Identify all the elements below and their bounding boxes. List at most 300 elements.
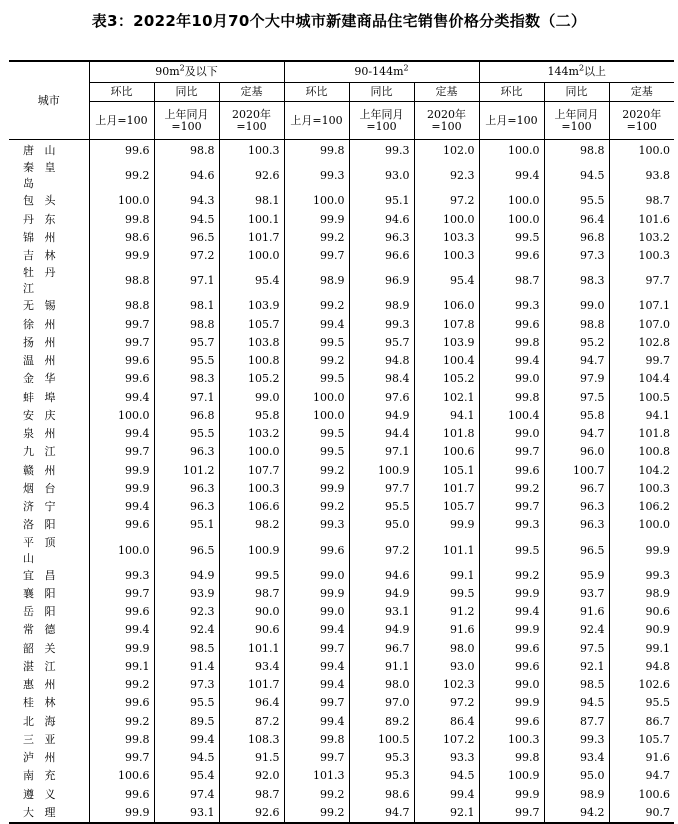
index-value-cell: 100.0 bbox=[609, 140, 674, 161]
base-header-last-month: 上月=100 bbox=[89, 102, 154, 140]
index-value-cell: 99.1 bbox=[414, 567, 479, 585]
index-value-cell: 97.0 bbox=[349, 694, 414, 712]
index-value-cell: 100.6 bbox=[89, 767, 154, 785]
index-value-cell: 101.8 bbox=[609, 425, 674, 443]
city-cell: 扬州 bbox=[23, 335, 56, 349]
index-value-cell: 94.7 bbox=[544, 352, 609, 370]
index-value-cell: 100.0 bbox=[219, 247, 284, 265]
index-value-cell: 98.1 bbox=[154, 297, 219, 315]
index-value-cell: 99.5 bbox=[284, 443, 349, 461]
index-value-cell: 99.3 bbox=[89, 567, 154, 585]
index-value-cell: 99.6 bbox=[479, 713, 544, 731]
index-value-cell: 93.0 bbox=[414, 658, 479, 676]
index-value-cell: 99.1 bbox=[89, 658, 154, 676]
index-value-cell: 99.9 bbox=[284, 211, 349, 229]
city-cell: 秦皇岛 bbox=[23, 161, 56, 191]
index-value-cell: 106.0 bbox=[414, 297, 479, 315]
table-header bbox=[9, 61, 674, 140]
index-value-cell: 96.7 bbox=[349, 640, 414, 658]
index-value-cell: 97.5 bbox=[544, 640, 609, 658]
index-value-cell: 101.8 bbox=[414, 425, 479, 443]
index-value-cell: 94.2 bbox=[544, 804, 609, 823]
index-value-cell: 99.7 bbox=[479, 498, 544, 516]
index-value-cell: 100.3 bbox=[609, 247, 674, 265]
index-value-cell: 99.4 bbox=[284, 676, 349, 694]
index-value-cell: 100.5 bbox=[609, 389, 674, 407]
table-row bbox=[9, 370, 674, 388]
index-value-cell: 99.3 bbox=[349, 140, 414, 161]
index-value-cell: 99.6 bbox=[479, 462, 544, 480]
index-value-cell: 101.2 bbox=[154, 462, 219, 480]
index-value-cell: 96.3 bbox=[154, 443, 219, 461]
sub-header-mom: 环比 bbox=[284, 83, 349, 102]
index-value-cell: 99.4 bbox=[89, 389, 154, 407]
index-value-cell: 98.3 bbox=[154, 370, 219, 388]
index-value-cell: 100.1 bbox=[219, 211, 284, 229]
index-value-cell: 96.4 bbox=[219, 694, 284, 712]
index-value-cell: 92.4 bbox=[154, 621, 219, 639]
index-value-cell: 103.8 bbox=[219, 334, 284, 352]
sub-header-mom: 环比 bbox=[479, 83, 544, 102]
index-value-cell: 94.6 bbox=[154, 160, 219, 192]
index-value-cell: 100.5 bbox=[349, 731, 414, 749]
index-value-cell: 100.0 bbox=[414, 211, 479, 229]
index-value-cell: 98.9 bbox=[349, 297, 414, 315]
index-value-cell: 100.0 bbox=[284, 407, 349, 425]
index-value-cell: 92.1 bbox=[414, 804, 479, 823]
index-value-cell: 99.5 bbox=[284, 334, 349, 352]
index-value-cell: 99.5 bbox=[284, 370, 349, 388]
index-value-cell: 98.9 bbox=[284, 265, 349, 297]
index-value-cell: 105.2 bbox=[219, 370, 284, 388]
index-value-cell: 100.4 bbox=[414, 352, 479, 370]
city-cell: 泸州 bbox=[23, 751, 56, 765]
index-value-cell: 94.9 bbox=[349, 585, 414, 603]
index-value-cell: 94.7 bbox=[349, 804, 414, 823]
city-cell: 济宁 bbox=[23, 500, 56, 514]
city-cell: 烟台 bbox=[23, 481, 56, 495]
index-value-cell: 96.9 bbox=[349, 265, 414, 297]
index-value-cell: 92.6 bbox=[219, 804, 284, 823]
city-cell: 徐州 bbox=[23, 317, 56, 331]
table-row bbox=[9, 160, 674, 192]
index-value-cell: 99.4 bbox=[89, 425, 154, 443]
index-value-cell: 94.5 bbox=[414, 767, 479, 785]
index-value-cell: 99.4 bbox=[414, 786, 479, 804]
index-value-cell: 95.2 bbox=[544, 334, 609, 352]
sub-header-fixed-base: 定基 bbox=[609, 83, 674, 102]
index-value-cell: 102.8 bbox=[609, 334, 674, 352]
table-row bbox=[9, 694, 674, 712]
sub-header-fixed-base: 定基 bbox=[414, 83, 479, 102]
index-value-cell: 99.0 bbox=[479, 676, 544, 694]
index-value-cell: 93.4 bbox=[219, 658, 284, 676]
index-value-cell: 101.6 bbox=[609, 211, 674, 229]
index-value-cell: 95.5 bbox=[154, 694, 219, 712]
index-value-cell: 100.0 bbox=[89, 407, 154, 425]
index-value-cell: 99.4 bbox=[479, 160, 544, 192]
index-value-cell: 97.7 bbox=[349, 480, 414, 498]
city-cell: 韶关 bbox=[23, 641, 56, 655]
index-value-cell: 86.7 bbox=[609, 713, 674, 731]
index-value-cell: 99.8 bbox=[479, 334, 544, 352]
index-value-cell: 99.6 bbox=[89, 694, 154, 712]
index-value-cell: 98.2 bbox=[219, 516, 284, 534]
index-value-cell: 99.4 bbox=[479, 603, 544, 621]
index-value-cell: 94.7 bbox=[609, 767, 674, 785]
index-value-cell: 99.9 bbox=[89, 480, 154, 498]
table-row bbox=[9, 676, 674, 694]
index-value-cell: 94.9 bbox=[349, 621, 414, 639]
index-value-cell: 107.1 bbox=[609, 297, 674, 315]
index-value-cell: 100.4 bbox=[479, 407, 544, 425]
index-value-cell: 87.2 bbox=[219, 713, 284, 731]
index-value-cell: 93.0 bbox=[349, 160, 414, 192]
index-value-cell: 104.4 bbox=[609, 370, 674, 388]
index-value-cell: 99.5 bbox=[479, 535, 544, 567]
index-value-cell: 100.0 bbox=[219, 443, 284, 461]
city-cell: 包头 bbox=[23, 194, 56, 208]
city-cell: 金华 bbox=[23, 372, 56, 386]
index-value-cell: 99.6 bbox=[479, 658, 544, 676]
index-value-cell: 93.3 bbox=[414, 749, 479, 767]
index-value-cell: 99.2 bbox=[89, 676, 154, 694]
index-value-cell: 105.2 bbox=[414, 370, 479, 388]
index-value-cell: 102.3 bbox=[414, 676, 479, 694]
index-value-cell: 95.5 bbox=[609, 694, 674, 712]
index-value-cell: 99.7 bbox=[284, 694, 349, 712]
index-value-cell: 99.7 bbox=[284, 749, 349, 767]
index-value-cell: 96.5 bbox=[544, 535, 609, 567]
index-value-cell: 100.0 bbox=[284, 389, 349, 407]
index-value-cell: 105.7 bbox=[414, 498, 479, 516]
index-value-cell: 103.2 bbox=[609, 229, 674, 247]
table-row bbox=[9, 640, 674, 658]
table-row bbox=[9, 804, 674, 823]
index-value-cell: 99.3 bbox=[479, 297, 544, 315]
index-value-cell: 97.6 bbox=[349, 389, 414, 407]
table-row bbox=[9, 585, 674, 603]
table-row bbox=[9, 140, 674, 161]
table-row bbox=[9, 786, 674, 804]
base-header-last-year: 上年同月=100 bbox=[154, 102, 219, 140]
index-value-cell: 108.3 bbox=[219, 731, 284, 749]
city-cell: 南充 bbox=[23, 769, 56, 783]
index-value-cell: 100.0 bbox=[479, 211, 544, 229]
city-cell: 大理 bbox=[23, 805, 56, 819]
index-value-cell: 98.7 bbox=[219, 786, 284, 804]
index-value-cell: 94.1 bbox=[414, 407, 479, 425]
index-value-cell: 99.4 bbox=[284, 658, 349, 676]
index-value-cell: 97.1 bbox=[154, 265, 219, 297]
index-value-cell: 96.3 bbox=[349, 229, 414, 247]
index-value-cell: 91.5 bbox=[219, 749, 284, 767]
index-value-cell: 99.7 bbox=[89, 316, 154, 334]
index-value-cell: 97.3 bbox=[154, 676, 219, 694]
index-value-cell: 100.6 bbox=[414, 443, 479, 461]
index-value-cell: 92.6 bbox=[219, 160, 284, 192]
index-value-cell: 95.4 bbox=[154, 767, 219, 785]
index-value-cell: 99.4 bbox=[284, 316, 349, 334]
index-value-cell: 92.4 bbox=[544, 621, 609, 639]
index-value-cell: 98.3 bbox=[544, 265, 609, 297]
table-row bbox=[9, 229, 674, 247]
sub-header-yoy: 同比 bbox=[154, 83, 219, 102]
index-value-cell: 91.2 bbox=[414, 603, 479, 621]
index-value-cell: 101.7 bbox=[414, 480, 479, 498]
index-value-cell: 98.8 bbox=[89, 265, 154, 297]
index-value-cell: 99.4 bbox=[154, 731, 219, 749]
index-value-cell: 97.9 bbox=[544, 370, 609, 388]
index-value-cell: 98.7 bbox=[219, 585, 284, 603]
index-value-cell: 101.7 bbox=[219, 676, 284, 694]
index-value-cell: 98.9 bbox=[544, 786, 609, 804]
index-value-cell: 99.2 bbox=[284, 786, 349, 804]
index-value-cell: 100.9 bbox=[349, 462, 414, 480]
table-row bbox=[9, 352, 674, 370]
index-value-cell: 99.5 bbox=[414, 585, 479, 603]
index-value-cell: 102.1 bbox=[414, 389, 479, 407]
index-value-cell: 95.8 bbox=[544, 407, 609, 425]
index-value-cell: 100.0 bbox=[89, 535, 154, 567]
index-value-cell: 95.7 bbox=[349, 334, 414, 352]
index-value-cell: 99.2 bbox=[284, 498, 349, 516]
index-value-cell: 100.6 bbox=[609, 786, 674, 804]
group-header-medium: $90-144m^2$ bbox=[284, 61, 479, 83]
group-header-large: $144m^2$以上 bbox=[479, 61, 674, 83]
sub-header-mom: 环比 bbox=[89, 83, 154, 102]
index-value-cell: 95.4 bbox=[219, 265, 284, 297]
city-cell: 遵义 bbox=[23, 787, 56, 801]
table-row bbox=[9, 334, 674, 352]
base-header-last-year: 上年同月=100 bbox=[349, 102, 414, 140]
index-value-cell: 100.8 bbox=[219, 352, 284, 370]
index-value-cell: 94.8 bbox=[349, 352, 414, 370]
index-value-cell: 100.0 bbox=[609, 516, 674, 534]
index-value-cell: 98.8 bbox=[544, 316, 609, 334]
table-row bbox=[9, 389, 674, 407]
index-value-cell: 107.7 bbox=[219, 462, 284, 480]
index-value-cell: 96.0 bbox=[544, 443, 609, 461]
index-value-cell: 95.0 bbox=[544, 767, 609, 785]
index-value-cell: 99.2 bbox=[89, 160, 154, 192]
index-value-cell: 90.0 bbox=[219, 603, 284, 621]
index-value-cell: 99.0 bbox=[284, 567, 349, 585]
table-row bbox=[9, 480, 674, 498]
city-cell: 北海 bbox=[23, 714, 56, 728]
index-value-cell: 94.5 bbox=[544, 694, 609, 712]
index-value-cell: 99.6 bbox=[89, 516, 154, 534]
index-value-cell: 100.3 bbox=[219, 480, 284, 498]
index-value-cell: 95.3 bbox=[349, 749, 414, 767]
index-value-cell: 96.5 bbox=[154, 535, 219, 567]
index-value-cell: 97.5 bbox=[544, 389, 609, 407]
index-value-cell: 99.7 bbox=[284, 247, 349, 265]
city-cell: 桂林 bbox=[23, 696, 56, 710]
index-value-cell: 99.9 bbox=[284, 480, 349, 498]
index-value-cell: 99.6 bbox=[89, 140, 154, 161]
index-value-cell: 99.7 bbox=[89, 749, 154, 767]
table-row bbox=[9, 297, 674, 315]
index-value-cell: 98.4 bbox=[349, 370, 414, 388]
index-value-cell: 99.4 bbox=[89, 498, 154, 516]
index-value-cell: 96.4 bbox=[544, 211, 609, 229]
index-value-cell: 89.2 bbox=[349, 713, 414, 731]
index-value-cell: 96.6 bbox=[349, 247, 414, 265]
index-value-cell: 100.3 bbox=[609, 480, 674, 498]
index-value-cell: 96.3 bbox=[544, 498, 609, 516]
index-value-cell: 99.6 bbox=[89, 352, 154, 370]
index-value-cell: 99.0 bbox=[219, 389, 284, 407]
index-value-cell: 92.3 bbox=[414, 160, 479, 192]
index-value-cell: 99.9 bbox=[609, 535, 674, 567]
table-row bbox=[9, 713, 674, 731]
city-cell: 九江 bbox=[23, 445, 56, 459]
city-cell: 无锡 bbox=[23, 299, 56, 313]
index-value-cell: 94.7 bbox=[544, 425, 609, 443]
index-value-cell: 93.1 bbox=[154, 804, 219, 823]
city-cell: 温州 bbox=[23, 354, 56, 368]
index-value-cell: 99.7 bbox=[89, 585, 154, 603]
table-row bbox=[9, 535, 674, 567]
index-value-cell: 100.3 bbox=[479, 731, 544, 749]
index-value-cell: 105.1 bbox=[414, 462, 479, 480]
index-value-cell: 95.9 bbox=[544, 567, 609, 585]
index-value-cell: 96.8 bbox=[544, 229, 609, 247]
index-value-cell: 100.9 bbox=[479, 767, 544, 785]
index-value-cell: 99.3 bbox=[544, 731, 609, 749]
index-value-cell: 98.8 bbox=[154, 316, 219, 334]
index-value-cell: 100.0 bbox=[479, 192, 544, 210]
index-value-cell: 99.7 bbox=[284, 640, 349, 658]
index-value-cell: 107.8 bbox=[414, 316, 479, 334]
index-value-cell: 105.7 bbox=[219, 316, 284, 334]
city-cell: 常德 bbox=[23, 623, 56, 637]
index-value-cell: 102.0 bbox=[414, 140, 479, 161]
index-value-cell: 98.5 bbox=[154, 640, 219, 658]
index-value-cell: 98.1 bbox=[219, 192, 284, 210]
index-value-cell: 101.1 bbox=[414, 535, 479, 567]
city-cell: 锦州 bbox=[23, 230, 56, 244]
city-cell: 惠州 bbox=[23, 678, 56, 692]
index-value-cell: 99.4 bbox=[479, 352, 544, 370]
index-value-cell: 95.1 bbox=[349, 192, 414, 210]
index-value-cell: 97.2 bbox=[349, 535, 414, 567]
city-cell: 襄阳 bbox=[23, 586, 56, 600]
index-value-cell: 101.7 bbox=[219, 229, 284, 247]
sub-header-yoy: 同比 bbox=[349, 83, 414, 102]
index-value-cell: 91.6 bbox=[544, 603, 609, 621]
index-value-cell: 101.3 bbox=[284, 767, 349, 785]
index-value-cell: 100.3 bbox=[219, 140, 284, 161]
index-value-cell: 107.0 bbox=[609, 316, 674, 334]
index-value-cell: 94.9 bbox=[154, 567, 219, 585]
index-value-cell: 103.9 bbox=[219, 297, 284, 315]
table-row bbox=[9, 749, 674, 767]
index-value-cell: 93.8 bbox=[609, 160, 674, 192]
index-value-cell: 94.6 bbox=[349, 567, 414, 585]
index-value-cell: 99.9 bbox=[479, 694, 544, 712]
index-value-cell: 99.8 bbox=[89, 731, 154, 749]
index-value-cell: 100.0 bbox=[479, 140, 544, 161]
index-value-cell: 99.9 bbox=[479, 786, 544, 804]
index-value-cell: 89.5 bbox=[154, 713, 219, 731]
table-row bbox=[9, 425, 674, 443]
index-value-cell: 102.6 bbox=[609, 676, 674, 694]
index-value-cell: 95.3 bbox=[349, 767, 414, 785]
index-value-cell: 93.1 bbox=[349, 603, 414, 621]
index-value-cell: 98.8 bbox=[89, 297, 154, 315]
index-value-cell: 94.1 bbox=[609, 407, 674, 425]
city-cell: 岳阳 bbox=[23, 605, 56, 619]
index-value-cell: 95.5 bbox=[154, 425, 219, 443]
index-value-cell: 99.4 bbox=[284, 621, 349, 639]
index-value-cell: 99.2 bbox=[284, 297, 349, 315]
table-row bbox=[9, 731, 674, 749]
city-cell: 蚌埠 bbox=[23, 390, 56, 404]
table-row bbox=[9, 407, 674, 425]
index-value-cell: 99.9 bbox=[479, 585, 544, 603]
index-value-cell: 99.6 bbox=[89, 603, 154, 621]
index-value-cell: 103.3 bbox=[414, 229, 479, 247]
index-value-cell: 106.6 bbox=[219, 498, 284, 516]
index-value-cell: 94.5 bbox=[154, 749, 219, 767]
index-value-cell: 99.7 bbox=[479, 443, 544, 461]
table-row bbox=[9, 265, 674, 297]
index-value-cell: 99.8 bbox=[284, 140, 349, 161]
index-value-cell: 90.6 bbox=[219, 621, 284, 639]
index-value-cell: 95.5 bbox=[544, 192, 609, 210]
index-value-cell: 99.6 bbox=[479, 640, 544, 658]
city-cell: 三亚 bbox=[23, 732, 56, 746]
index-value-cell: 94.6 bbox=[349, 211, 414, 229]
index-value-cell: 99.9 bbox=[89, 804, 154, 823]
index-value-cell: 97.3 bbox=[544, 247, 609, 265]
index-value-cell: 103.2 bbox=[219, 425, 284, 443]
table-row bbox=[9, 316, 674, 334]
index-value-cell: 95.7 bbox=[154, 334, 219, 352]
index-value-cell: 90.6 bbox=[609, 603, 674, 621]
city-cell: 吉林 bbox=[23, 249, 56, 263]
index-value-cell: 98.6 bbox=[89, 229, 154, 247]
index-value-cell: 98.7 bbox=[609, 192, 674, 210]
index-value-cell: 99.7 bbox=[609, 352, 674, 370]
city-cell: 赣州 bbox=[23, 463, 56, 477]
index-value-cell: 99.3 bbox=[284, 516, 349, 534]
index-value-cell: 99.2 bbox=[479, 480, 544, 498]
base-header-last-month: 上月=100 bbox=[284, 102, 349, 140]
index-value-cell: 104.2 bbox=[609, 462, 674, 480]
index-value-cell: 99.8 bbox=[284, 731, 349, 749]
city-cell: 洛阳 bbox=[23, 518, 56, 532]
index-value-cell: 99.0 bbox=[479, 425, 544, 443]
index-value-cell: 98.9 bbox=[609, 585, 674, 603]
city-cell: 湛江 bbox=[23, 659, 56, 673]
index-value-cell: 96.5 bbox=[154, 229, 219, 247]
city-cell: 泉州 bbox=[23, 427, 56, 441]
index-value-cell: 99.9 bbox=[89, 462, 154, 480]
table-row bbox=[9, 192, 674, 210]
index-value-cell: 99.9 bbox=[414, 516, 479, 534]
index-value-cell: 94.3 bbox=[154, 192, 219, 210]
sub-header-fixed-base: 定基 bbox=[219, 83, 284, 102]
index-value-cell: 99.7 bbox=[89, 334, 154, 352]
index-value-cell: 99.8 bbox=[479, 389, 544, 407]
index-value-cell: 92.0 bbox=[219, 767, 284, 785]
index-value-cell: 98.0 bbox=[414, 640, 479, 658]
index-value-cell: 100.0 bbox=[284, 192, 349, 210]
city-cell: 平顶山 bbox=[23, 535, 56, 565]
